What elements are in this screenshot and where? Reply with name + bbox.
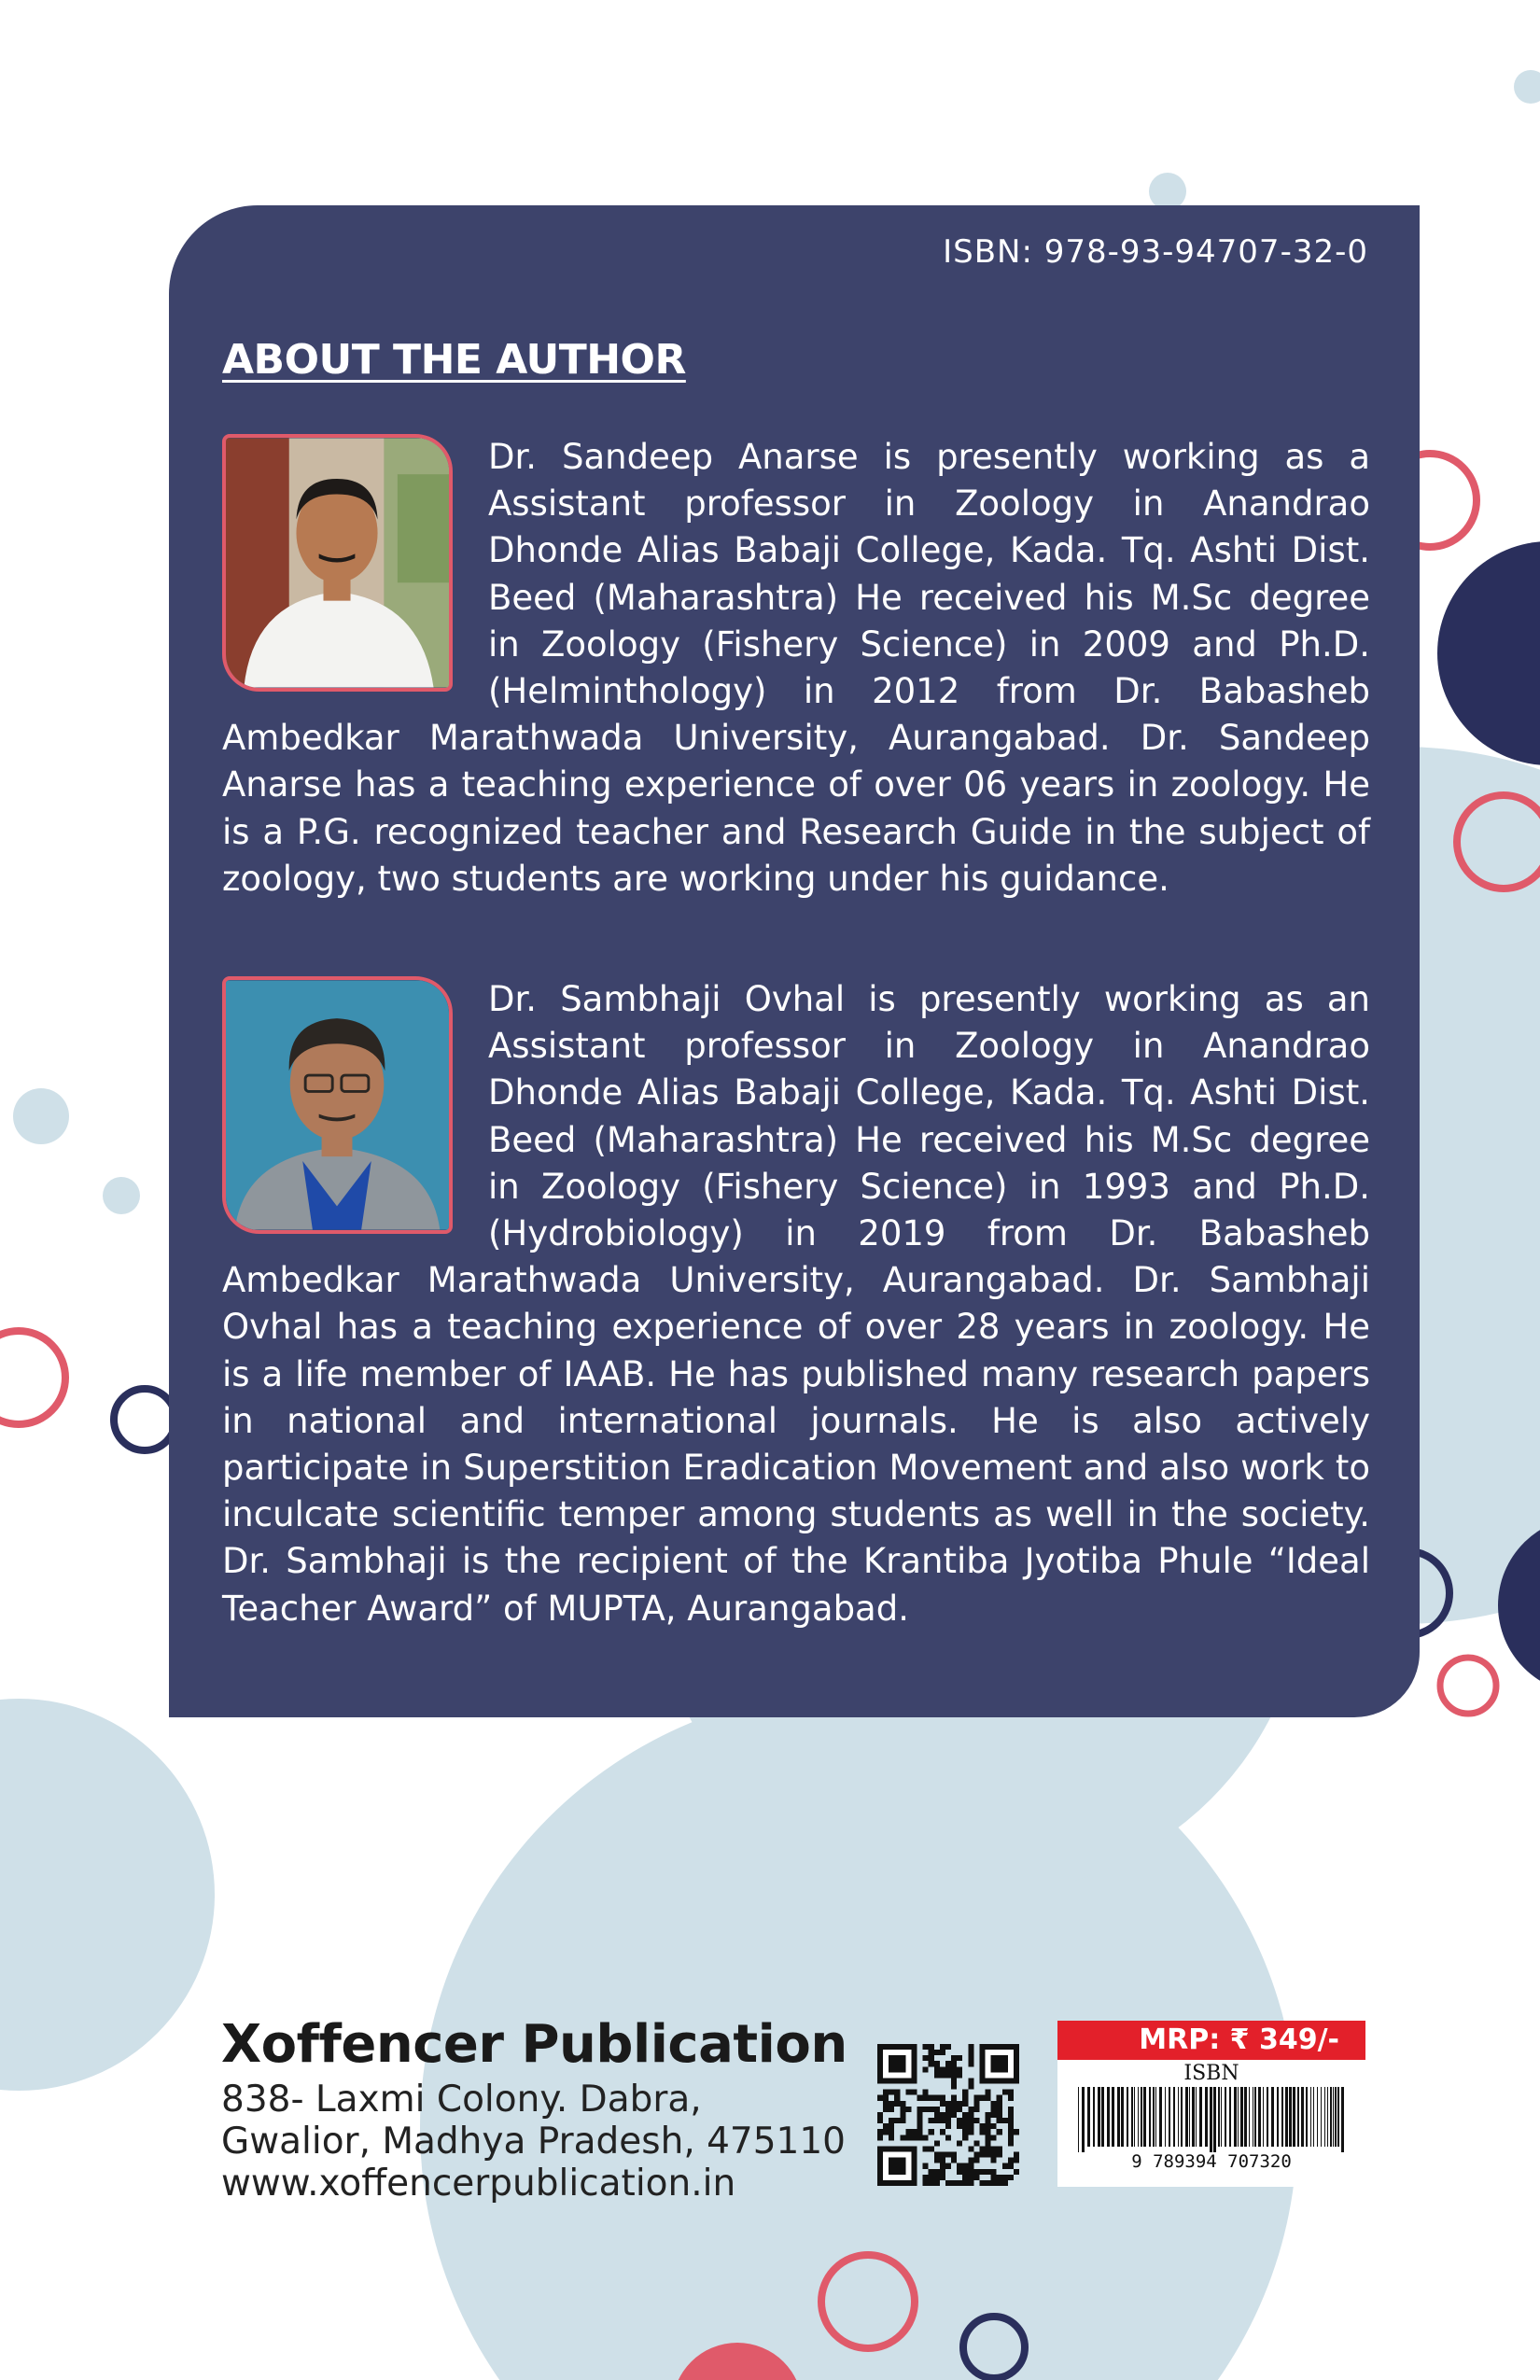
author1-photo — [222, 434, 453, 692]
isbn-number: ISBN: 978-93-94707-32-0 — [943, 233, 1368, 271]
isbn-label: ISBN — [1183, 2062, 1239, 2085]
barcode-digits: 9 789394 707320 — [1131, 2151, 1292, 2171]
price-barcode-box — [1057, 2021, 1365, 2187]
publisher-name: Xoffencer Publication — [221, 2014, 847, 2075]
barcode-icon — [1067, 2087, 1356, 2171]
author1-section — [222, 434, 1370, 903]
about-panel — [169, 205, 1420, 1717]
publisher-website[interactable]: www.xoffencerpublication.in — [221, 2163, 736, 2205]
author2-photo — [222, 976, 453, 1234]
author2-section — [222, 976, 1370, 1632]
mrp-price: MRP: ₹ 349/- — [1057, 2021, 1365, 2060]
publisher-address-line2: Gwalior, Madhya Pradesh, 475110 — [221, 2121, 846, 2163]
author2-bio: Dr. Sambhaji Ovhal is presently working as an Assistant professor in Zoology in Anandrao Dhonde Alias Babaji College, Kada. Tq. Ashti Dist. Beed (Maharashtra) He received his M.Sc degree in Zoology (Fishery Science) in 1993 and Ph.D. (Hydrobiology) in 2019 from Dr. Babasheb Ambedkar Marathwada University, Aurangabad. Dr. Sambhaji Ovhal has a teaching experience of over 28 years in zoology. He is a life member of IAAB. He has published many research papers in national and international journals. He is also actively participate in Superstition Eradication Movement and also work to inculcate scientific temper among students as well in the society. Dr. Sambhaji is the recipient of the Krantiba Jyotiba Phule “Ideal Teacher Award” of MUPTA, Aurangabad. — [222, 979, 1370, 1629]
author1-bio: Dr. Sandeep Anarse is presently working as a Assistant professor in Zoology in Anandrao Dhonde Alias Babaji College, Kada. Tq. Ashti Dist. Beed (Maharashtra) He received his M.Sc degree in Zoology (Fishery Science) in 2009 and Ph.D. (Helminthology) in 2012 from Dr. Babasheb Ambedkar Marathwada University, Aurangabad. Dr. Sandeep Anarse has a teaching experience of over 06 years in zoology. He is a P.G. recognized teacher and Research Guide in the subject of zoology, two students are working under his guidance. — [222, 437, 1370, 899]
about-author-heading: ABOUT THE AUTHOR — [222, 336, 686, 384]
publisher-block — [221, 2014, 847, 2205]
qr-code-icon[interactable] — [877, 2044, 1019, 2186]
publisher-address-line1: 838- Laxmi Colony. Dabra, — [221, 2079, 702, 2121]
